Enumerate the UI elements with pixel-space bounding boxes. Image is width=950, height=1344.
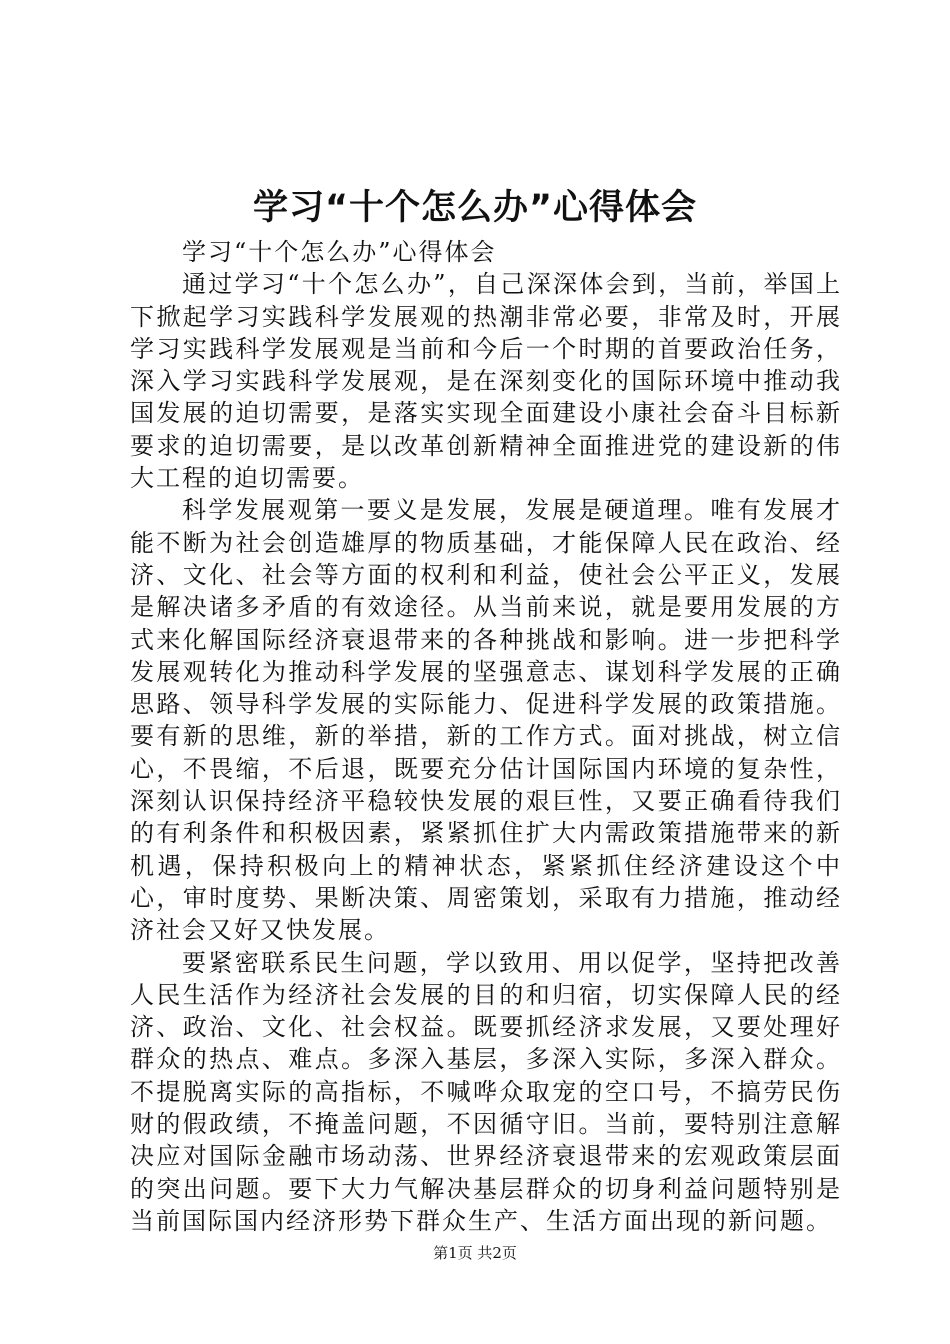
page-number-footer: 第1页 共2页 xyxy=(433,1244,517,1262)
paragraph-3: 要紧密联系民生问题，学以致用、用以促学，坚持把改善人民生活作为经济社会发展的目的和归宿，切实保障人民的经济、政治、文化、社会权益。既要抓经济求发展，又要处理好群众的热点、难点。多深入基层，多深入实际，多深入群众。不提脱离实际的高指标，不喊哗众取宠的空口号，不搞劳民伤财的假政绩，不掩盖问题，不因循守旧。当前，要特别注意解决应对国际金融市场动荡、世界经济衰退带来的宏观政策层面的突出问题。要下大力气解决基层群众的切身利益问题特别是当前国际国内经济形势下群众生产、生活方面出现的新问题。 xyxy=(130,948,842,1235)
paragraph-2: 科学发展观第一要义是发展，发展是硬道理。唯有发展才能不断为社会创造雄厚的物质基础，才能保障人民在政治、经济、文化、社会等方面的权利和利益，使社会公平正义，发展是解决诸多矛盾的有效途径。从当前来说，就是要用发展的方式来化解国际经济衰退带来的各种挑战和影响。进一步把科学发展观转化为推动科学发展的坚强意志、谋划科学发展的正确思路、领导科学发展的实际能力、促进科学发展的政策措施。要有新的思维，新的举措，新的工作方式。面对挑战，树立信心，不畏缩，不后退，既要充分估计国际国内环境的复杂性，深刻认识保持经济平稳较快发展的艰巨性，又要正确看待我们的有利条件和积极因素，紧紧抓住扩大内需政策措施带来的新机遇，保持积极向上的精神状态，紧紧抓住经济建设这个中心，审时度势、果断决策、周密策划，采取有力措施，推动经济社会又好又快发展。 xyxy=(130,496,842,945)
paragraph-1: 通过学习“十个怎么办”，自己深深体会到，当前，举国上下掀起学习实践科学发展观的热潮非常必要，非常及时，开展学习实践科学发展观是当前和今后一个时期的首要政治任务，深入学习实践科学发展观，是在深刻变化的国际环境中推动我国发展的迫切需要，是落实实现全面建设小康社会奋斗目标新要求的迫切需要，是以改革创新精神全面推进党的建设新的伟大工程的迫切需要。 xyxy=(130,270,842,493)
document-body xyxy=(130,236,842,1237)
document-title: 学习“十个怎么办”心得体会 xyxy=(252,188,697,228)
paragraph-subtitle: 学习“十个怎么办”心得体会 xyxy=(182,238,497,266)
